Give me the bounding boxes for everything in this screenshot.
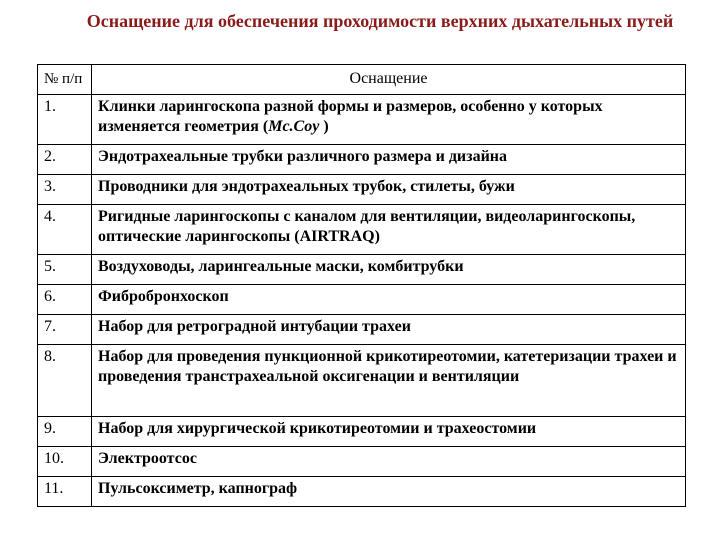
table-row [38,417,686,447]
table-row [38,205,686,255]
row-number: 1. [38,95,92,145]
table-header-row [38,65,686,95]
row-number: 6. [38,285,92,315]
table-row [38,175,686,205]
row-equipment: Пульсоксиметр, капнограф [92,477,686,507]
page-title: Оснащение для обеспечения проходимости верхних дыхательных путей [86,11,674,31]
row-number: 5. [38,255,92,285]
table-row [38,285,686,315]
row-equipment: Фибробронхоскоп [92,285,686,315]
row-equipment: Воздуховоды, ларингеальные маски, комбитрубки [92,255,686,285]
table-row [38,345,686,417]
row-number: 10. [38,447,92,477]
row-number: 3. [38,175,92,205]
header-equipment: Оснащение [92,65,686,95]
equipment-table [37,64,686,507]
row-number: 8. [38,345,92,417]
row-equipment: Набор для ретроградной интубации трахеи [92,315,686,345]
table-row [38,95,686,145]
row-number: 4. [38,205,92,255]
row-equipment-text: Клинки ларингоскопа разной формы и размеров, особенно у которых изменяется геометрия ( [98,98,603,135]
row-equipment [92,95,686,145]
row-equipment-text-after: ) [319,118,329,135]
row-number: 9. [38,417,92,447]
row-number: 2. [38,145,92,175]
table-row [38,477,686,507]
row-equipment: Эндотрахеальные трубки различного размера и дизайна [92,145,686,175]
row-number: 7. [38,315,92,345]
row-equipment: Набор для хирургической крикотиреотомии и трахеостомии [92,417,686,447]
table-row [38,315,686,345]
row-equipment: Набор для проведения пункционной крикотиреотомии, катетеризации трахеи и проведения транстрахеальной оксигенации и вентиляции [92,345,686,417]
table-row [38,145,686,175]
row-equipment-brand: Mc.Coy [268,118,320,135]
row-equipment: Проводники для эндотрахеальных трубок, стилеты, бужи [92,175,686,205]
table-row [38,447,686,477]
table-row [38,255,686,285]
header-number: № п/п [38,65,92,95]
row-equipment: Электроотсос [92,447,686,477]
row-equipment: Ригидные ларингоскопы с каналом для вентиляции, видеоларингоскопы, оптические ларингоскопы (AIRTRAQ) [92,205,686,255]
row-number: 11. [38,477,92,507]
